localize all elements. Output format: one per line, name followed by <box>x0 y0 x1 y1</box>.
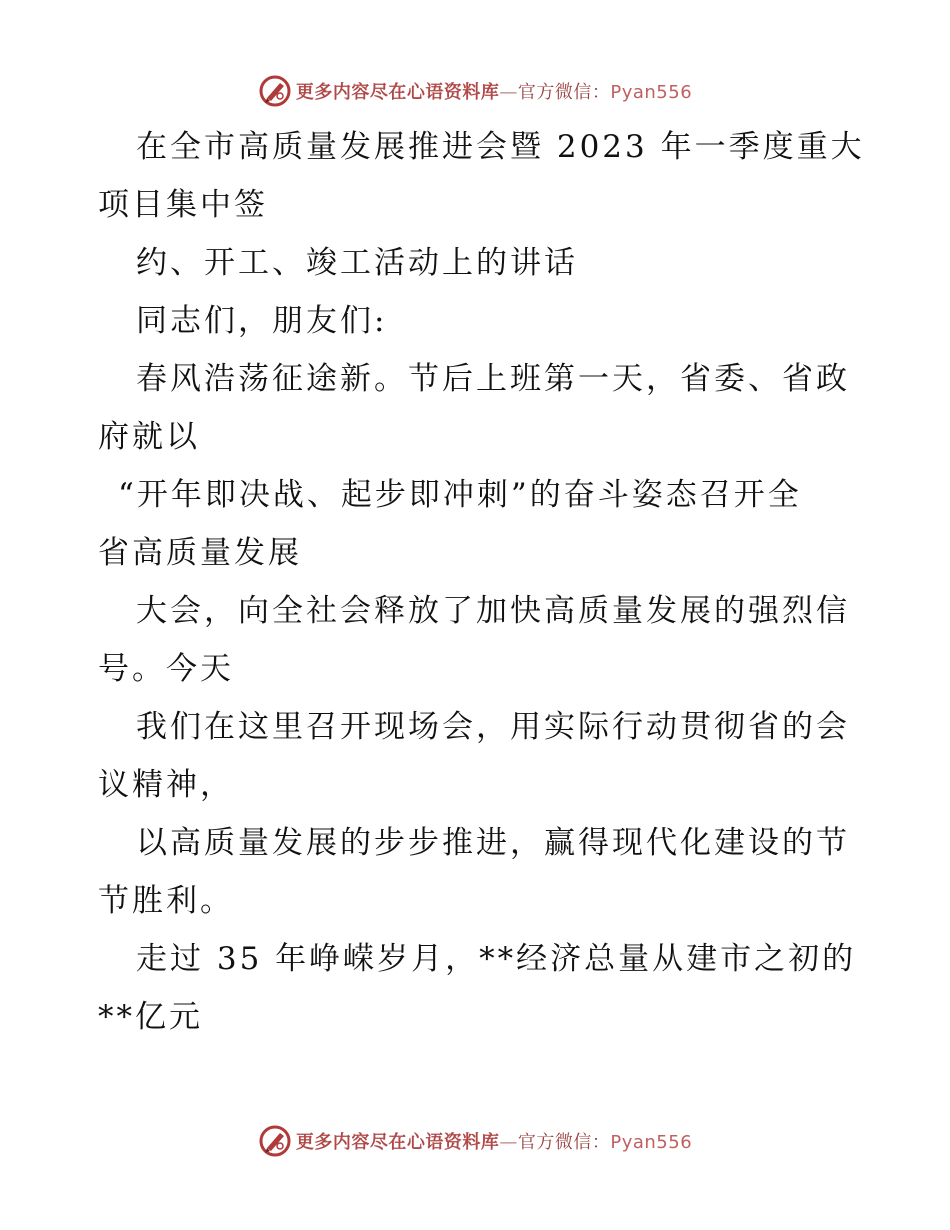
pen-logo-icon <box>258 74 292 108</box>
banner-brand: 更多内容尽在心语资料库 <box>295 1132 500 1153</box>
text-line: 议精神， <box>98 767 234 803</box>
banner-wechat-label: 官方微信： <box>517 1132 611 1153</box>
text-line: 号。今天 <box>98 651 234 687</box>
text-line: 项目集中签 <box>98 187 268 223</box>
text-line: 节胜利。 <box>98 883 234 919</box>
text-line: “开年即决战、起步即冲刺”的奋斗姿态召开全 <box>118 477 802 513</box>
pen-logo-icon <box>258 1124 292 1158</box>
banner-dash: — <box>499 1132 518 1153</box>
text-line: 同志们，朋友们: <box>136 303 388 339</box>
text-line: 大会，向全社会释放了加快高质量发展的强烈信 <box>136 593 850 629</box>
text-line: 省高质量发展 <box>98 535 302 571</box>
footer-banner <box>0 1121 950 1161</box>
document-body <box>98 118 865 1046</box>
text-line: 走过 35 年峥嵘岁月，**经济总量从建市之初的 <box>136 941 857 977</box>
text-line: 春风浩荡征途新。节后上班第一天，省委、省政 <box>136 361 850 397</box>
banner-wechat-id: Pyan556 <box>610 1132 693 1153</box>
banner-dash: — <box>499 82 518 103</box>
text-line: 在全市高质量发展推进会暨 2023 年一季度重大 <box>136 129 865 165</box>
banner-brand: 更多内容尽在心语资料库 <box>295 82 500 103</box>
banner-wechat-label: 官方微信： <box>517 82 611 103</box>
text-line: 约、开工、竣工活动上的讲话 <box>136 245 578 281</box>
banner-text <box>296 1128 692 1154</box>
text-line: 我们在这里召开现场会，用实际行动贯彻省的会 <box>136 709 850 745</box>
text-line: 府就以 <box>98 419 200 455</box>
header-banner <box>0 71 950 111</box>
banner-text <box>296 78 692 104</box>
text-line: 以高质量发展的步步推进，赢得现代化建设的节 <box>136 825 850 861</box>
text-line: **亿元 <box>98 999 203 1035</box>
banner-wechat-id: Pyan556 <box>610 82 693 103</box>
